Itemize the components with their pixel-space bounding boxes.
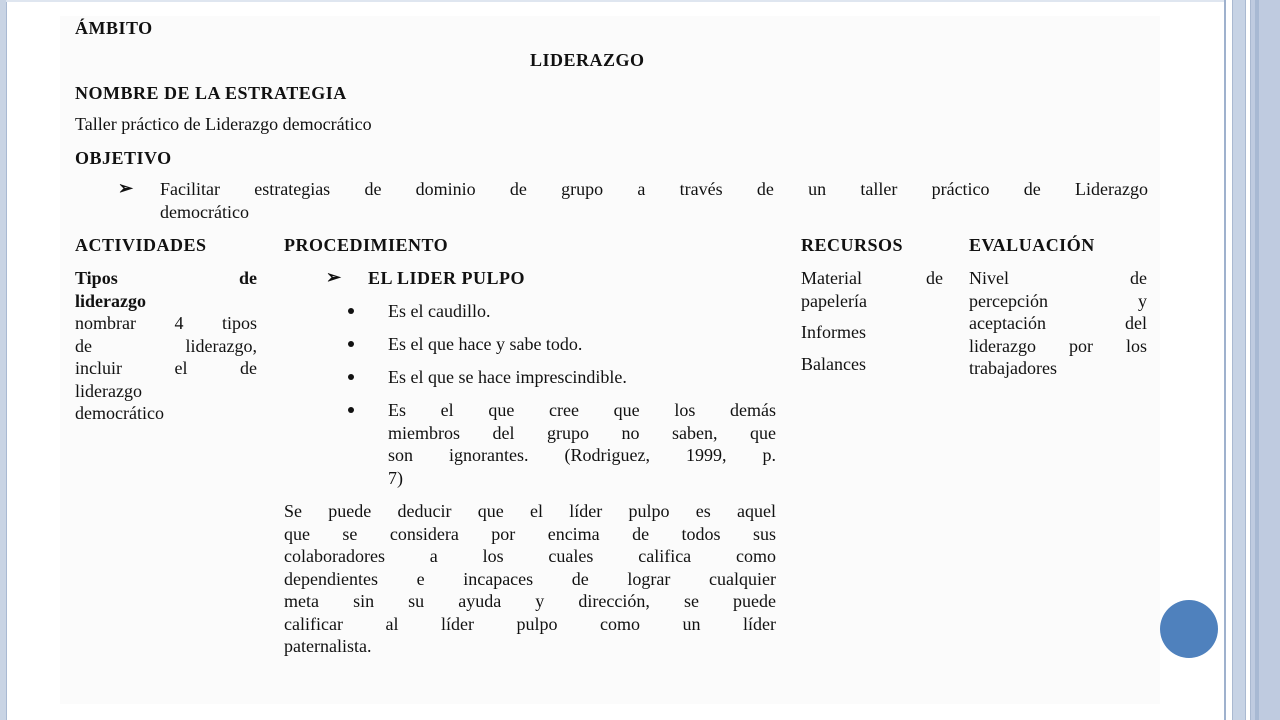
actividades-line: incluir el de: [75, 358, 257, 378]
actividades-line: nombrar 4 tipos: [75, 313, 257, 333]
procedimiento-paragraph: dependientes e incapaces de lograr cualquier: [284, 569, 776, 589]
procedimiento-bullet: 7): [388, 468, 403, 488]
arrow-bullet-icon: ➢: [118, 178, 134, 198]
procedimiento-bullet: Es el que cree que los demás: [388, 400, 776, 420]
procedimiento-heading: EL LIDER PULPO: [368, 268, 526, 288]
recursos-item: papelería: [801, 291, 867, 311]
evaluacion-line: aceptación del: [969, 313, 1147, 333]
actividades-line: liderazgo: [75, 291, 146, 311]
actividades-line: liderazgo: [75, 381, 142, 401]
procedimiento-paragraph: meta sin su ayuda y dirección, se puede: [284, 591, 776, 611]
nombre-value: Taller práctico de Liderazgo democrático: [75, 114, 372, 134]
actividades-line: de liderazgo,: [75, 336, 257, 356]
evaluacion-line: Nivel de: [969, 268, 1147, 288]
decorative-circle: [1160, 600, 1218, 658]
recursos-item: Informes: [801, 322, 866, 342]
procedimiento-paragraph: Se puede deducir que el líder pulpo es aquel: [284, 501, 776, 521]
nombre-label: NOMBRE DE LA ESTRATEGIA: [75, 83, 347, 103]
slide-frame-right: [1224, 0, 1280, 720]
procedimiento-bullet: Es el que hace y sabe todo.: [388, 334, 583, 354]
procedimiento-paragraph: que se considera por encima de todos sus: [284, 524, 776, 544]
procedimiento-bullet: Es el caudillo.: [388, 301, 491, 321]
col-header-evaluacion: EVALUACIÓN: [969, 235, 1095, 255]
procedimiento-bullet: miembros del grupo no saben, que: [388, 423, 776, 443]
procedimiento-bullet: Es el que se hace imprescindible.: [388, 367, 627, 387]
slide-frame-top: [6, 0, 1224, 2]
bullet-dot-icon: [348, 374, 354, 380]
objetivo-text-line1: Facilitar estrategias de dominio de grupo a través de un taller práctico de Liderazgo: [160, 179, 1148, 199]
procedimiento-paragraph: calificar al líder pulpo como un líder: [284, 614, 776, 634]
document-image: [60, 16, 1160, 704]
col-header-procedimiento: PROCEDIMIENTO: [284, 235, 449, 255]
col-header-recursos: RECURSOS: [801, 235, 904, 255]
procedimiento-bullet: son ignorantes. (Rodriguez, 1999, p.: [388, 445, 776, 465]
col-header-actividades: ACTIVIDADES: [75, 235, 207, 255]
evaluacion-line: trabajadores: [969, 358, 1057, 378]
slide-frame-left: [0, 0, 7, 720]
ambito-value: LIDERAZGO: [530, 50, 645, 70]
recursos-item: Balances: [801, 354, 866, 374]
arrow-bullet-icon: ➢: [326, 267, 342, 287]
bullet-dot-icon: [348, 341, 354, 347]
actividades-line: Tipos de: [75, 268, 257, 288]
objetivo-text-line2: democrático: [160, 202, 249, 222]
bullet-dot-icon: [348, 308, 354, 314]
recursos-item: Material de: [801, 268, 943, 288]
actividades-line: democrático: [75, 403, 164, 423]
procedimiento-paragraph: paternalista.: [284, 636, 372, 656]
evaluacion-line: liderazgo por los: [969, 336, 1147, 356]
bullet-dot-icon: [348, 407, 354, 413]
objetivo-label: OBJETIVO: [75, 148, 172, 168]
ambito-label: ÁMBITO: [75, 18, 153, 38]
evaluacion-line: percepción y: [969, 291, 1147, 311]
procedimiento-paragraph: colaboradores a los cuales califica como: [284, 546, 776, 566]
